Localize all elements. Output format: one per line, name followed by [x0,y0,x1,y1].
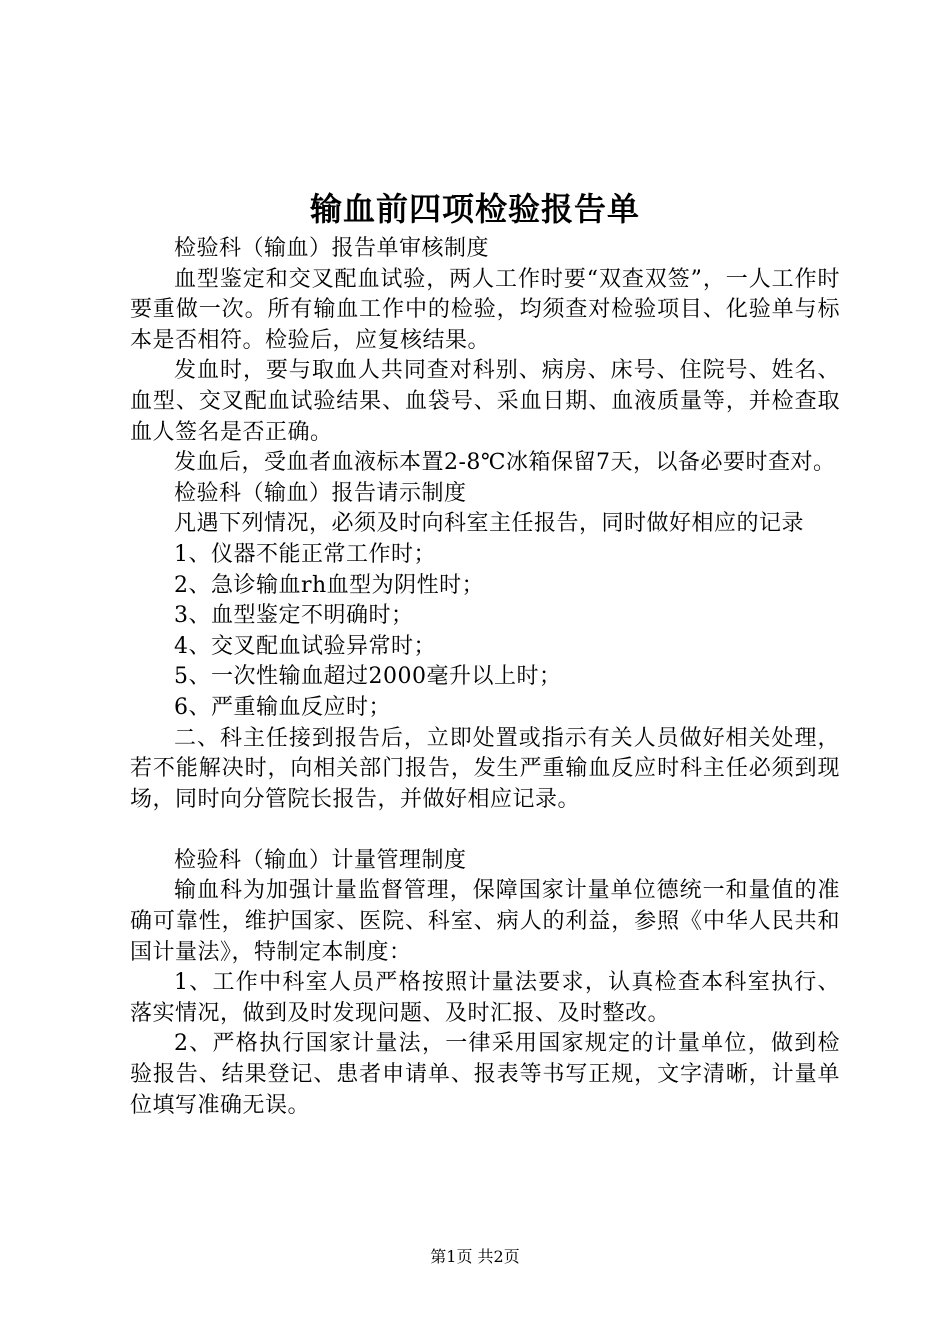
list-item: 1、仪器不能正常工作时； [174,541,436,567]
page-number: 第1页 共2页 [430,1247,520,1266]
list-item: 4、交叉配血试验异常时； [174,633,436,659]
paragraph: 1、工作中科室人员严格按照计量法要求，认真检查本科室执行、落实情况，做到及时发现问题、及时汇报、及时整改。 [130,970,840,1026]
document-body [130,234,840,1121]
list-item: 2、急诊输血rh血型为阴性时； [174,572,485,598]
document-title: 输血前四项检验报告单 [309,190,640,228]
paragraph: 发血时，要与取血人共同查对科别、病房、床号、住院号、姓名、血型、交叉配血试验结果、血袋号、采血日期、血液质量等，并检查取血人签名是否正确。 [130,358,840,445]
paragraph: 2、严格执行国家计量法，一律采用国家规定的计量单位，做到检验报告、结果登记、患者申请单、报表等书写正规，文字清晰，计量单位填写准确无误。 [130,1031,840,1118]
paragraph: 输血科为加强计量监督管理，保障国家计量单位德统一和量值的准确可靠性，维护国家、医院、科室、病人的利益，参照《中华人民共和国计量法》，特制定本制度： [130,878,840,965]
section-heading-reporting: 检验科（输血）报告请示制度 [174,480,467,506]
list-item: 6、严重输血反应时； [174,694,391,720]
section-heading-review: 检验科（输血）报告单审核制度 [174,236,490,261]
paragraph: 发血后，受血者血液标本置2-8℃冰箱保留7天，以备必要时查对。 [174,450,836,476]
section-heading-metrology: 检验科（输血）计量管理制度 [174,847,467,873]
paragraph: 血型鉴定和交叉配血试验，两人工作时要“双查双签”，一人工作时要重做一次。所有输血工作中的检验，均须查对检验项目、化验单与标本是否相符。检验后，应复核结果。 [130,266,840,353]
paragraph: 凡遇下列情况，必须及时向科室主任报告，同时做好相应的记录 [174,511,805,537]
list-item: 5、一次性输血超过2000毫升以上时； [174,664,562,690]
blank-line [130,815,840,846]
paragraph: 二、科主任接到报告后，立即处置或指示有关人员做好相关处理，若不能解决时，向相关部门报告，发生严重输血反应时科主任必须到现场，同时向分管院长报告，并做好相应记录。 [130,725,840,812]
list-item: 3、血型鉴定不明确时； [174,603,414,629]
